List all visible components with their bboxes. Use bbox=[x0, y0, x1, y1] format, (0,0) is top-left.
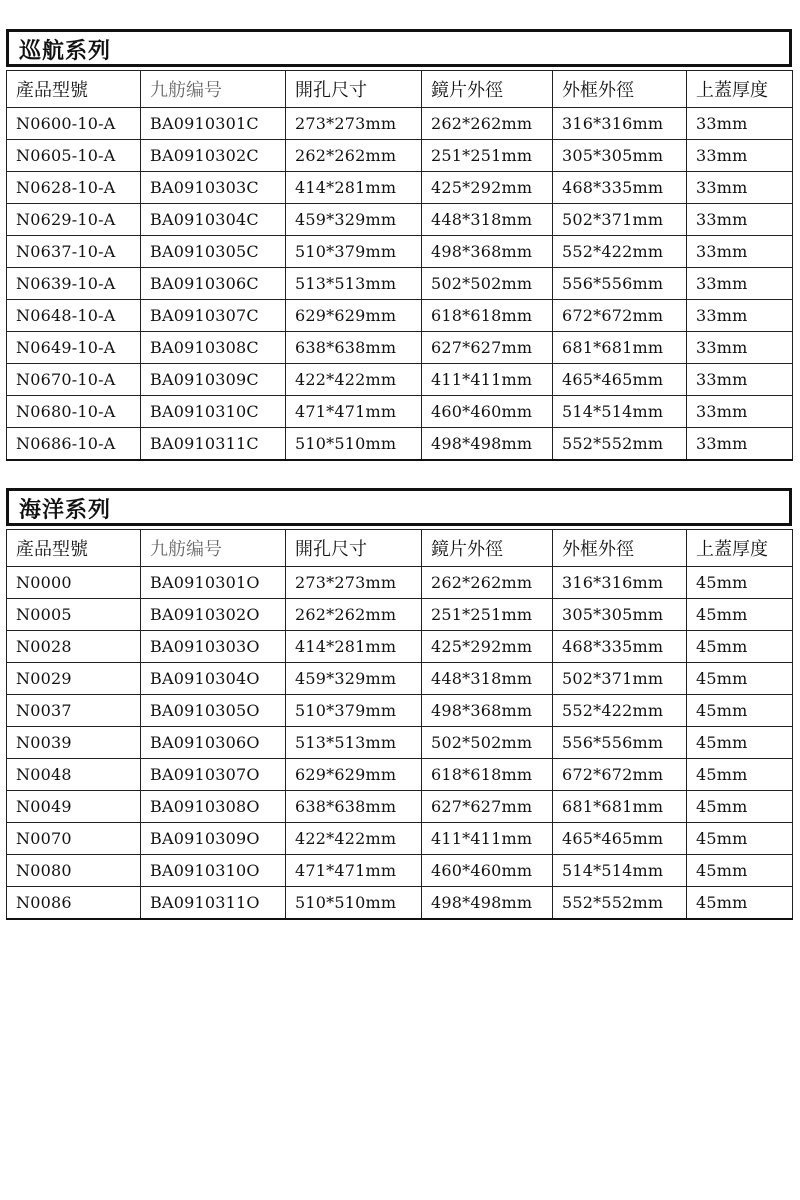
cell-frame: 672*672mm bbox=[553, 300, 687, 332]
cell-frame: 556*556mm bbox=[553, 268, 687, 300]
cell-lens: 627*627mm bbox=[422, 332, 553, 364]
table-row bbox=[7, 140, 793, 172]
cell-frame: 552*422mm bbox=[553, 695, 687, 727]
col-header-code: 九舫编号 bbox=[141, 71, 286, 108]
cell-frame: 465*465mm bbox=[553, 364, 687, 396]
cell-thickness: 33mm bbox=[687, 172, 793, 204]
table-row bbox=[7, 727, 793, 759]
cell-model: N0005 bbox=[7, 599, 141, 631]
header-row bbox=[7, 530, 793, 567]
section-title-bar bbox=[6, 29, 792, 67]
col-header-model: 產品型號 bbox=[7, 530, 141, 567]
cell-thickness: 45mm bbox=[687, 631, 793, 663]
table-row bbox=[7, 599, 793, 631]
cell-cutout: 510*510mm bbox=[286, 887, 422, 920]
cell-model: N0639-10-A bbox=[7, 268, 141, 300]
header-row bbox=[7, 71, 793, 108]
cell-code: BA0910311O bbox=[141, 887, 286, 920]
cell-model: N0029 bbox=[7, 663, 141, 695]
cell-code: BA0910308O bbox=[141, 791, 286, 823]
cell-code: BA0910307C bbox=[141, 300, 286, 332]
cell-lens: 627*627mm bbox=[422, 791, 553, 823]
cell-lens: 460*460mm bbox=[422, 855, 553, 887]
cell-frame: 468*335mm bbox=[553, 172, 687, 204]
cell-cutout: 414*281mm bbox=[286, 631, 422, 663]
cell-thickness: 45mm bbox=[687, 791, 793, 823]
col-header-thickness: 上蓋厚度 bbox=[687, 530, 793, 567]
cell-lens: 498*368mm bbox=[422, 236, 553, 268]
cell-lens: 498*368mm bbox=[422, 695, 553, 727]
cell-frame: 552*552mm bbox=[553, 428, 687, 461]
cell-thickness: 45mm bbox=[687, 727, 793, 759]
cell-code: BA0910305C bbox=[141, 236, 286, 268]
cell-lens: 411*411mm bbox=[422, 823, 553, 855]
col-header-cutout: 開孔尺寸 bbox=[286, 530, 422, 567]
cell-thickness: 33mm bbox=[687, 428, 793, 461]
cell-model: N0648-10-A bbox=[7, 300, 141, 332]
cell-model: N0039 bbox=[7, 727, 141, 759]
cell-cutout: 273*273mm bbox=[286, 567, 422, 599]
cell-cutout: 262*262mm bbox=[286, 599, 422, 631]
cell-thickness: 45mm bbox=[687, 663, 793, 695]
cell-model: N0049 bbox=[7, 791, 141, 823]
cell-cutout: 510*379mm bbox=[286, 695, 422, 727]
cell-code: BA0910302O bbox=[141, 599, 286, 631]
section-title: 巡航系列 bbox=[19, 39, 112, 64]
cell-code: BA0910305O bbox=[141, 695, 286, 727]
cell-model: N0680-10-A bbox=[7, 396, 141, 428]
cell-frame: 514*514mm bbox=[553, 855, 687, 887]
cell-thickness: 33mm bbox=[687, 108, 793, 140]
cell-cutout: 422*422mm bbox=[286, 364, 422, 396]
cell-cutout: 513*513mm bbox=[286, 727, 422, 759]
cell-lens: 251*251mm bbox=[422, 140, 553, 172]
col-header-lens: 鏡片外徑 bbox=[422, 530, 553, 567]
cell-model: N0028 bbox=[7, 631, 141, 663]
cell-cutout: 638*638mm bbox=[286, 791, 422, 823]
cell-frame: 552*422mm bbox=[553, 236, 687, 268]
table-row bbox=[7, 236, 793, 268]
cell-code: BA0910301C bbox=[141, 108, 286, 140]
col-header-frame: 外框外徑 bbox=[553, 530, 687, 567]
cell-thickness: 33mm bbox=[687, 204, 793, 236]
cell-thickness: 45mm bbox=[687, 567, 793, 599]
cruise-series-section bbox=[6, 29, 792, 461]
cell-code: BA0910310C bbox=[141, 396, 286, 428]
table-row bbox=[7, 300, 793, 332]
cell-cutout: 414*281mm bbox=[286, 172, 422, 204]
cell-code: BA0910311C bbox=[141, 428, 286, 461]
cell-thickness: 45mm bbox=[687, 887, 793, 920]
col-header-frame: 外框外徑 bbox=[553, 71, 687, 108]
table-row bbox=[7, 887, 793, 920]
cell-cutout: 513*513mm bbox=[286, 268, 422, 300]
cell-lens: 502*502mm bbox=[422, 727, 553, 759]
table-row bbox=[7, 108, 793, 140]
cell-code: BA0910302C bbox=[141, 140, 286, 172]
cell-lens: 618*618mm bbox=[422, 300, 553, 332]
cell-lens: 262*262mm bbox=[422, 567, 553, 599]
col-header-thickness: 上蓋厚度 bbox=[687, 71, 793, 108]
col-header-cutout: 開孔尺寸 bbox=[286, 71, 422, 108]
cell-model: N0628-10-A bbox=[7, 172, 141, 204]
table-row bbox=[7, 791, 793, 823]
cell-code: BA0910303O bbox=[141, 631, 286, 663]
table-body bbox=[7, 108, 793, 461]
cell-frame: 305*305mm bbox=[553, 140, 687, 172]
cell-cutout: 629*629mm bbox=[286, 300, 422, 332]
table-row bbox=[7, 172, 793, 204]
cell-thickness: 33mm bbox=[687, 268, 793, 300]
cell-model: N0086 bbox=[7, 887, 141, 920]
cell-thickness: 33mm bbox=[687, 396, 793, 428]
cell-frame: 316*316mm bbox=[553, 567, 687, 599]
spec-table bbox=[6, 70, 793, 461]
cell-model: N0649-10-A bbox=[7, 332, 141, 364]
cell-lens: 460*460mm bbox=[422, 396, 553, 428]
cell-frame: 502*371mm bbox=[553, 663, 687, 695]
table-row bbox=[7, 823, 793, 855]
cell-code: BA0910308C bbox=[141, 332, 286, 364]
cell-model: N0629-10-A bbox=[7, 204, 141, 236]
table-row bbox=[7, 428, 793, 461]
table-row bbox=[7, 396, 793, 428]
cell-lens: 251*251mm bbox=[422, 599, 553, 631]
cell-code: BA0910309O bbox=[141, 823, 286, 855]
spec-table bbox=[6, 529, 793, 920]
cell-code: BA0910303C bbox=[141, 172, 286, 204]
table-row bbox=[7, 695, 793, 727]
cell-cutout: 459*329mm bbox=[286, 204, 422, 236]
cell-thickness: 33mm bbox=[687, 332, 793, 364]
col-header-lens: 鏡片外徑 bbox=[422, 71, 553, 108]
table-row bbox=[7, 759, 793, 791]
cell-cutout: 459*329mm bbox=[286, 663, 422, 695]
col-header-model: 產品型號 bbox=[7, 71, 141, 108]
table-body bbox=[7, 567, 793, 920]
cell-code: BA0910301O bbox=[141, 567, 286, 599]
cell-thickness: 33mm bbox=[687, 140, 793, 172]
ocean-series-section bbox=[6, 488, 792, 920]
cell-frame: 552*552mm bbox=[553, 887, 687, 920]
table-row bbox=[7, 332, 793, 364]
cell-model: N0637-10-A bbox=[7, 236, 141, 268]
cell-frame: 672*672mm bbox=[553, 759, 687, 791]
cell-frame: 468*335mm bbox=[553, 631, 687, 663]
cell-code: BA0910304C bbox=[141, 204, 286, 236]
cell-thickness: 33mm bbox=[687, 364, 793, 396]
cell-model: N0686-10-A bbox=[7, 428, 141, 461]
cell-model: N0080 bbox=[7, 855, 141, 887]
cell-model: N0037 bbox=[7, 695, 141, 727]
cell-frame: 681*681mm bbox=[553, 332, 687, 364]
cell-lens: 498*498mm bbox=[422, 887, 553, 920]
cell-code: BA0910309C bbox=[141, 364, 286, 396]
table-row bbox=[7, 631, 793, 663]
section-title: 海洋系列 bbox=[19, 498, 112, 523]
cell-cutout: 422*422mm bbox=[286, 823, 422, 855]
cell-cutout: 510*510mm bbox=[286, 428, 422, 461]
col-header-code: 九舫编号 bbox=[141, 530, 286, 567]
cell-lens: 618*618mm bbox=[422, 759, 553, 791]
cell-frame: 305*305mm bbox=[553, 599, 687, 631]
table-row bbox=[7, 364, 793, 396]
cell-lens: 448*318mm bbox=[422, 663, 553, 695]
cell-frame: 681*681mm bbox=[553, 791, 687, 823]
cell-thickness: 45mm bbox=[687, 855, 793, 887]
cell-code: BA0910310O bbox=[141, 855, 286, 887]
cell-lens: 425*292mm bbox=[422, 172, 553, 204]
cell-model: N0600-10-A bbox=[7, 108, 141, 140]
cell-lens: 262*262mm bbox=[422, 108, 553, 140]
cell-cutout: 510*379mm bbox=[286, 236, 422, 268]
cell-code: BA0910306C bbox=[141, 268, 286, 300]
cell-cutout: 273*273mm bbox=[286, 108, 422, 140]
cell-lens: 498*498mm bbox=[422, 428, 553, 461]
section-title-bar bbox=[6, 488, 792, 526]
cell-code: BA0910304O bbox=[141, 663, 286, 695]
cell-lens: 448*318mm bbox=[422, 204, 553, 236]
cell-frame: 514*514mm bbox=[553, 396, 687, 428]
cell-thickness: 33mm bbox=[687, 236, 793, 268]
cell-thickness: 45mm bbox=[687, 599, 793, 631]
cell-frame: 316*316mm bbox=[553, 108, 687, 140]
cell-cutout: 638*638mm bbox=[286, 332, 422, 364]
cell-frame: 502*371mm bbox=[553, 204, 687, 236]
cell-code: BA0910307O bbox=[141, 759, 286, 791]
cell-model: N0670-10-A bbox=[7, 364, 141, 396]
cell-cutout: 262*262mm bbox=[286, 140, 422, 172]
cell-thickness: 45mm bbox=[687, 823, 793, 855]
cell-lens: 411*411mm bbox=[422, 364, 553, 396]
table-row bbox=[7, 855, 793, 887]
cell-thickness: 45mm bbox=[687, 759, 793, 791]
cell-lens: 425*292mm bbox=[422, 631, 553, 663]
table-row bbox=[7, 567, 793, 599]
table-row bbox=[7, 663, 793, 695]
cell-model: N0605-10-A bbox=[7, 140, 141, 172]
cell-lens: 502*502mm bbox=[422, 268, 553, 300]
cell-model: N0000 bbox=[7, 567, 141, 599]
cell-model: N0048 bbox=[7, 759, 141, 791]
cell-code: BA0910306O bbox=[141, 727, 286, 759]
table-row bbox=[7, 204, 793, 236]
cell-cutout: 471*471mm bbox=[286, 855, 422, 887]
cell-cutout: 629*629mm bbox=[286, 759, 422, 791]
cell-model: N0070 bbox=[7, 823, 141, 855]
cell-cutout: 471*471mm bbox=[286, 396, 422, 428]
cell-thickness: 33mm bbox=[687, 300, 793, 332]
cell-thickness: 45mm bbox=[687, 695, 793, 727]
cell-frame: 465*465mm bbox=[553, 823, 687, 855]
cell-frame: 556*556mm bbox=[553, 727, 687, 759]
table-row bbox=[7, 268, 793, 300]
